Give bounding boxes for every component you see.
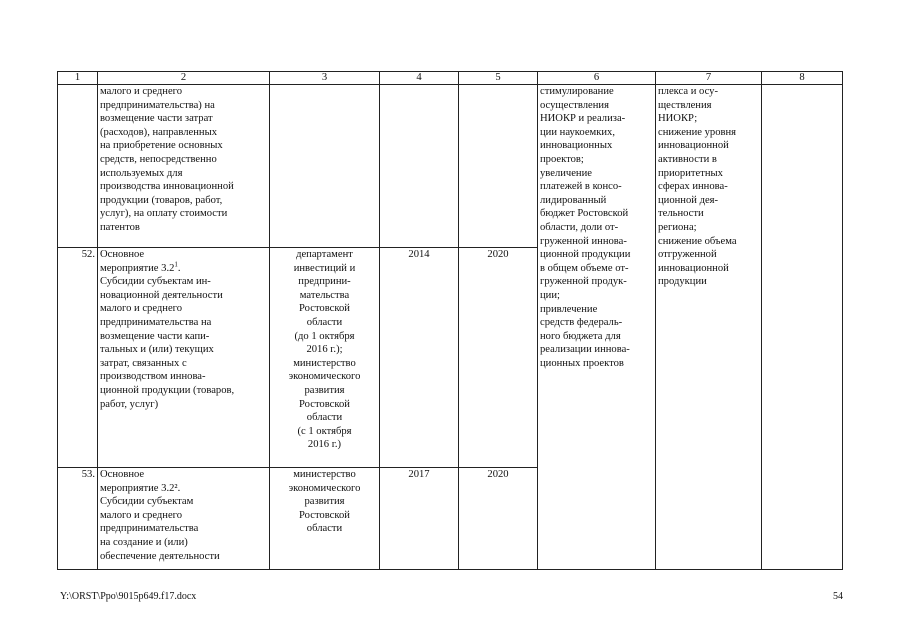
continuation-description-cell [98,85,270,248]
row-53-description-cell [98,468,270,570]
column-header-2: 2 [98,72,270,85]
row-53-number: 53. [58,468,98,570]
row-52-end-year: 2020 [459,248,538,468]
row-52-footnote-mark: 1 [174,260,178,269]
row-53-executor-cell [270,468,380,570]
continuation-executor-cell [270,85,380,248]
column-header-8: 8 [762,72,843,85]
consequences-text: плекса и осу- ществления НИОКР; снижение уровня инновационной активности в приоритетных сферах иннова- ционной дея- тельности региона; снижение объема отгруженной инновационной продукции [658,86,737,288]
row-52-title-end: . [177,262,181,274]
row-52-description: Субсидии субъектам ин- новационной деятельности малого и среднего предпринимательства на возмещение части капи- тальных и (или) текущих затрат, связанных с производством иннова- ционной продукции (товаров, работ, услуг) [100,276,235,410]
column-header-1: 1 [58,72,98,85]
row-53-description: Основное мероприятие 3.2². Субсидии субъектам малого и среднего предпринимательства на создание и (или) обеспечение деятельности [100,469,220,562]
row-52-executor: департамент инвестиций и предприни- мательства Ростовской области (до 1 октября 2016 г.); министерство экономического развития Ростовской области (с 1 октября 2016 г.) [288,249,361,451]
page-number: 54 [833,591,843,602]
continuation-number-cell [58,85,98,248]
row-53-executor: министерство экономического развития Ростовской области [288,469,361,535]
row-52-description-cell [98,248,270,468]
consequences-cell [656,85,762,570]
continuation-row [58,85,843,248]
row-52-title: Основное мероприятие 3.2 [100,249,175,274]
expected-result-cell [538,85,656,570]
program-measures-table [57,71,843,570]
expected-result-text: стимулирование осуществления НИОКР и реализа- ции наукоемких, инновационных проектов; увеличение платежей в консо- лидированный бюджет Ростовской области, доли от- груженной иннова- ционной продукции в общем объеме от- груженной продук- ции; привлечение средств федераль- ного бюджета для реализации иннова- ционных проектов [540,86,631,369]
file-path-footer: Y:\ORST\Ppo\9015p649.f17.docx [60,591,197,602]
row-53-start-year: 2017 [380,468,459,570]
continuation-start-cell [380,85,459,248]
column-header-3: 3 [270,72,380,85]
row-52-executor-cell [270,248,380,468]
column-number-header-row [58,72,843,85]
link-indicators-cell [762,85,843,570]
row-52-number: 52. [58,248,98,468]
column-header-4: 4 [380,72,459,85]
column-header-7: 7 [656,72,762,85]
column-header-6: 6 [538,72,656,85]
continuation-description-text: малого и среднего предпринимательства) на возмещение части затрат (расходов), направленных на приобретение основных средств, непосредственно используемых для производства инновационной продукции (товаров, работ, услуг), на оплату стоимости патентов [100,86,234,233]
column-header-5: 5 [459,72,538,85]
row-52-start-year: 2014 [380,248,459,468]
row-53-end-year: 2020 [459,468,538,570]
continuation-end-cell [459,85,538,248]
